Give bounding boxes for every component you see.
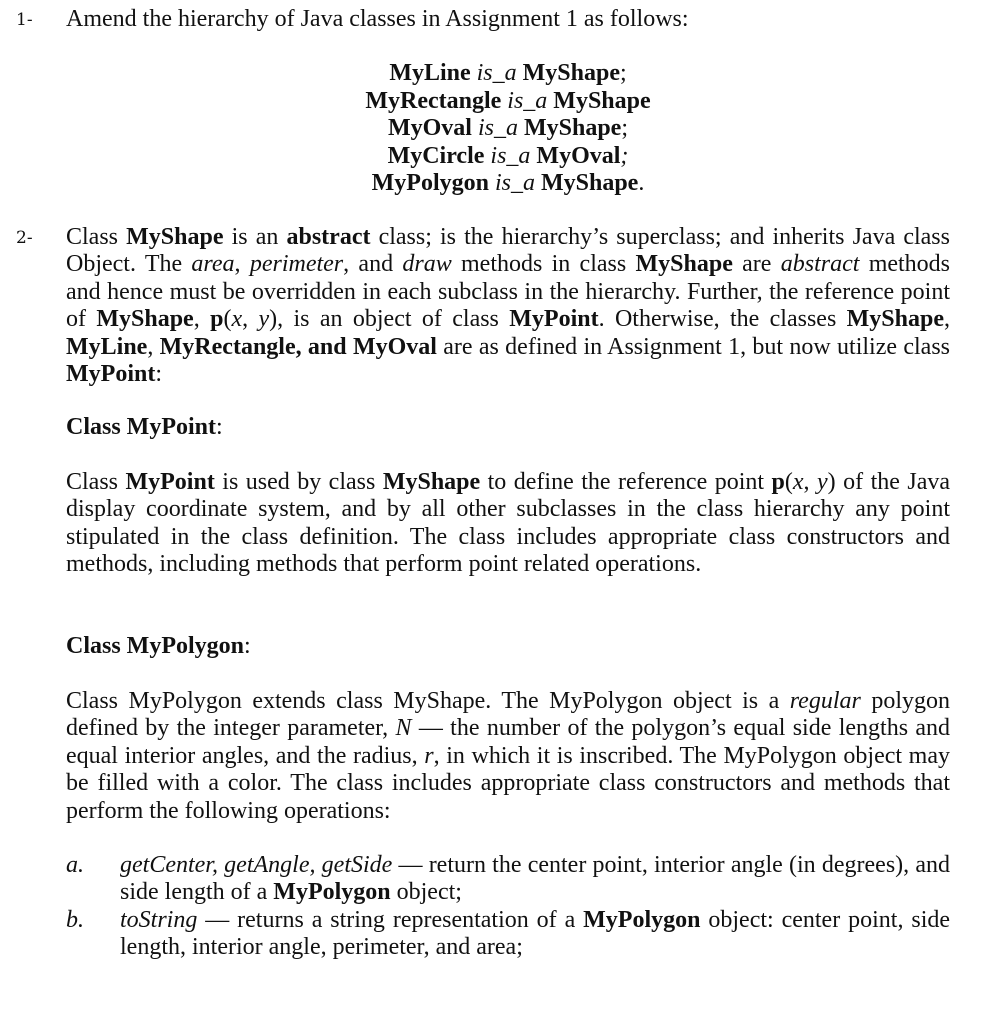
hierarchy-line: MyRectangle is_a MyShape (365, 87, 651, 114)
mypolygon-description (66, 688, 950, 825)
operation-text: getCenter, getAngle, getSide — return the center point, interior angle (in degrees), and side length of a MyPolygon object; (120, 852, 950, 906)
item-number: 1- (16, 10, 33, 30)
hierarchy-line: MyOval is_a MyShape; (387, 115, 629, 142)
list-item (66, 907, 950, 962)
operations-list (66, 852, 950, 962)
hierarchy-line: MyPolygon is_a MyShape. (371, 170, 645, 197)
hierarchy-line: MyLine is_a MyShape; (389, 60, 627, 86)
class-hierarchy (66, 60, 950, 198)
section-heading-mypolygon: Class MyPolygon: (66, 633, 251, 659)
mypoint-description (66, 469, 950, 579)
item-1-body (66, 6, 950, 33)
item-2-body (66, 224, 950, 388)
item-1-intro: Amend the hierarchy of Java classes in Assignment 1 as follows: (66, 6, 689, 32)
list-marker: a. (66, 852, 84, 878)
hierarchy-line: MyCircle is_a MyOval; (387, 142, 629, 169)
list-item (66, 852, 950, 907)
list-marker: b. (66, 906, 84, 933)
section-heading-mypoint: Class MyPoint: (66, 414, 223, 440)
item-number: 2- (16, 228, 33, 248)
myshape-paragraph: Class MyShape is an abstract class; is the hierarchy’s superclass; and inherits Java class Object. The area, perimeter, and draw methods in class MyShape are abstract methods and hence must be overridden in each subclass in the hierarchy. Further, the reference point of MyShape, p(x, y), is an object of class MyPoint. Otherwise, the classes MyShape, MyLine, MyRectangle, and MyOval are as defined in Assignment 1, but now utilize class MyPoint: (66, 224, 951, 388)
mypolygon-paragraph: Class MyPolygon extends class MyShape. The MyPolygon object is a regular polygon defined by the integer parameter, N — the number of the polygon’s equal side lengths and equal interior angles, and the radius, r, in which it is inscribed. The MyPolygon object may be filled with a color. The class includes appropriate class constructors and methods that perform the following operations: (66, 688, 951, 824)
mypoint-paragraph: Class MyPoint is used by class MyShape to define the reference point p(x, y) of the Java display coordinate system, and by all other subclasses in the class hierarchy any point stipulated in the class definition. The class includes appropriate class constructors and methods, including methods that perform point related operations. (66, 469, 951, 578)
operation-text: toString — returns a string representation of a MyPolygon object: center point, side length, interior angle, perimeter, and area; (120, 906, 951, 961)
